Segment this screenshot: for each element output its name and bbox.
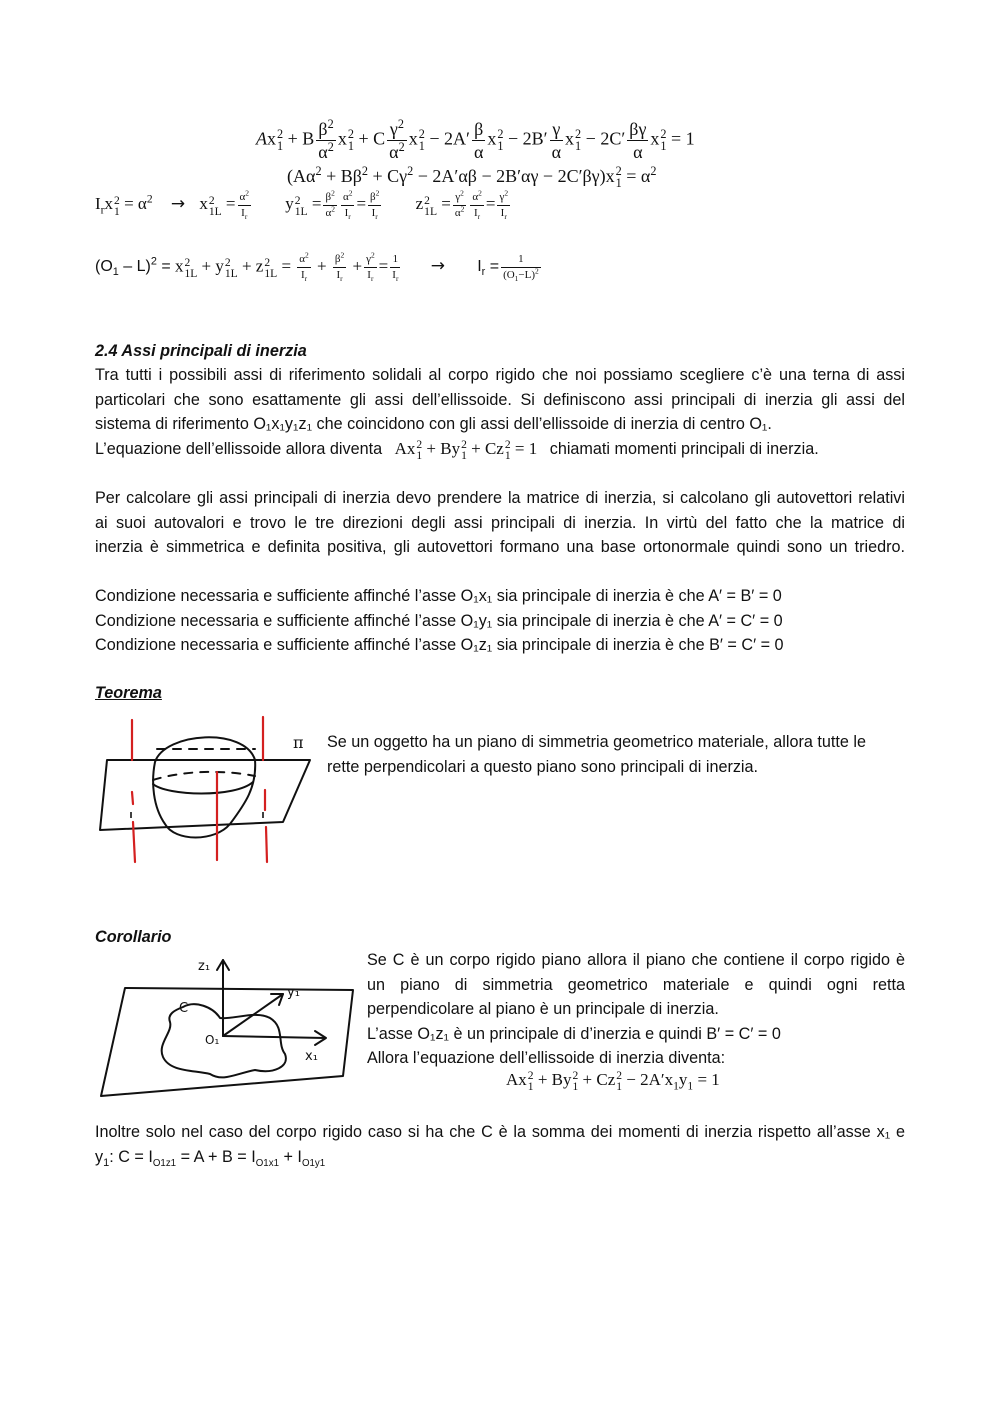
theorem-line: rette perpendicolari a questo piano sono principali di inerzia. [327, 757, 759, 776]
plane-label: π [293, 733, 304, 752]
corollary-equation: Ax 2 1 + By 2 1 + Cz 2 1 − $2A'x_1y_1 = 1$ [506, 1069, 720, 1094]
corollary-line: Allora l’equazione dell’ellissoide di inerzia diventa: [367, 1049, 726, 1067]
condition-line: Condizione necessaria e sufficiente affinché l’asse O₁z₁ sia principale di inerzia è che B′ = C′ = 0 [95, 636, 784, 654]
x-axis [223, 1036, 325, 1038]
paragraph-line: Tra tutti i possibili assi di riferimento solidali al corpo rigido che noi possiamo scegliere c’è una terna di assi [95, 366, 905, 384]
z-axis-label: z₁ [198, 959, 211, 974]
paragraph-line: inerzia è simmetrica e definita positiva, gli autovettori formano una base ortonormale quindi sono un triedro. [95, 538, 905, 556]
equation-3: $I_rx$ 2 1 = $\alpha^2 \to x$ 2 1L = $\frac{\alpha^2}{I_r}$ y 2 1L = $\frac{\beta^2}{\alpha^2}$ $\frac{\alpha^2}{I_r}$ = $\frac{\beta^2}{I_r}$ z 2 1L = $\frac{\gamma^2}{\alpha^2}$ $\frac{\alpha^2}{I_r}$ = $\frac{\gamma^2}{I_r}$ [95, 188, 509, 222]
paragraph-line: sistema di riferimento O₁x₁y₁z₁ che coincidono con gli assi dell’ellissoide di inerzia di centro O₁. [95, 415, 772, 433]
corollary-line: Se C è un corpo rigido piano allora il piano che contiene il corpo rigido è [367, 951, 905, 969]
corollary-line: perpendicolare al piano è un principale di inerzia. [367, 1000, 719, 1018]
theorem-text [327, 730, 905, 779]
sphere-outline [153, 737, 255, 837]
corollary-figure [95, 952, 360, 1102]
x-axis-label: x₁ [305, 1049, 318, 1064]
body-label: C [179, 1001, 189, 1016]
paragraph-2 [95, 486, 905, 560]
corollary-line: un piano di simmetria geometrico materiale e quindi ogni retta [367, 975, 905, 994]
paragraph-line-equation [95, 437, 905, 462]
sphere-dashed-equator [153, 772, 255, 780]
equation-2: $(A\alpha^2 + B\beta^2 + C\gamma^2 - 2A'\alpha\beta - 2B'\alpha\gamma - 2C'\beta\gamma)x$ 2 1 = $\alpha^2$ [287, 164, 657, 190]
condition-line: Condizione necessaria e sufficiente affinché l’asse O₁x₁ sia principale di inerzia è che A′ = B′ = 0 [95, 587, 782, 605]
equation-4: $(O_1 - L)^2 = x$ 2 1L + y 2 1L + z 2 1L = $\frac{\alpha^2}{I_r}$ + $\frac{\beta^2}{I_r}$ + $\frac{\gamma^2}{I_r}$ = $\frac{1}{I_r}$ → $I_r$ = $\frac{1}{(O_1-L)^2}$ [95, 250, 539, 284]
condition-line: Condizione necessaria e sufficiente affinché l’asse O₁y₁ sia principale di inerzia è che A′ = C′ = 0 [95, 611, 783, 630]
paragraph-text: L’equazione dell’ellissoide allora diventa [95, 439, 383, 458]
conditions-list [95, 584, 905, 658]
closing-paragraph [95, 1120, 905, 1169]
y-axis [223, 994, 283, 1036]
corollary-heading: Corollario [95, 928, 172, 946]
plane-outline [101, 988, 353, 1096]
section-heading: 2.4 Assi principali di inerzia [95, 342, 307, 360]
origin-label: O₁ [205, 1033, 220, 1047]
theorem-figure [95, 712, 325, 872]
y-axis-label: y₁ [287, 985, 300, 1000]
paragraph-1 [95, 363, 905, 461]
paragraph-line: ai suoi autovalori e trovo le tre direzioni degli assi principali di inerzia. In virtù del fatto che la matrice di [95, 513, 905, 532]
paragraph-line: particolari che sono esattamente gli assi dell’ellissoide. Si definiscono assi principali di inerzia gli assi del [95, 390, 905, 409]
theorem-line: Se un oggetto ha un piano di simmetria geometrico materiale, allora tutte le [327, 733, 866, 751]
theorem-heading: Teorema [95, 684, 162, 702]
perpendicular-line-left [132, 720, 135, 862]
sphere-bottom-curve [153, 782, 253, 794]
corollary-text [367, 948, 905, 1071]
ellipsoid-equation: Ax 2 1 + By 2 1 + Cz 2 1 = 1 [394, 437, 538, 462]
paragraph-text: chiamati momenti principali di inerzia. [549, 439, 819, 458]
equation-1: Ax 2 1 + B $\frac{\beta^2}{\alpha^2}$ x 2 1 + C $\frac{\gamma^2}{\alpha^2}$ x 2 1 − 2A′ $\frac{\beta}{\alpha}$ x 2 1 − 2B′ $\frac{\gamma}{\alpha}$ x 2 1 − 2C′ $\frac{\beta\gamma}{\alpha}$ x 2 1 = 1 [256, 117, 695, 162]
closing-line: Inoltre solo nel caso del corpo rigido caso si ha che C è la somma dei momenti di inerzia rispetto all’asse x₁ e [95, 1123, 905, 1141]
closing-line: $y_1$: $C = I_{O1z1} = A + B = I_{O1x1} + I_{O1y1}$ [95, 1147, 326, 1169]
perpendicular-line-right [263, 717, 267, 862]
paragraph-line: Per calcolare gli assi principali di inerzia devo prendere la matrice di inerzia, si calcolano gli autovettori relativi [95, 489, 905, 507]
corollary-line: L’asse O₁z₁ è un principale di d’inerzia e quindi B′ = C′ = 0 [367, 1024, 781, 1043]
